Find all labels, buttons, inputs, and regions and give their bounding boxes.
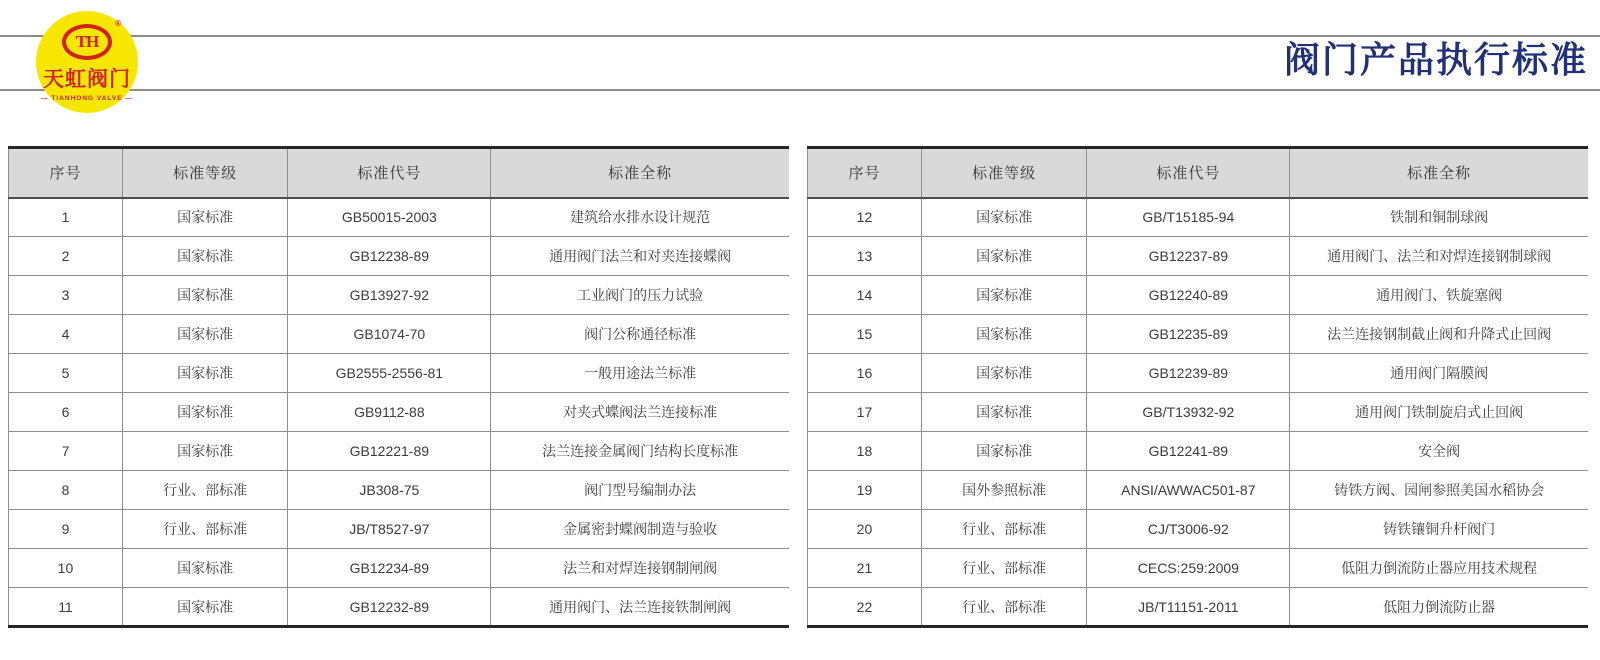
- table-cell: 10: [9, 549, 123, 588]
- table-cell: GB12238-89: [288, 237, 491, 276]
- table-cell: 通用阀门隔膜阀: [1290, 354, 1588, 393]
- table-cell: 4: [9, 315, 123, 354]
- brand-name-chinese: 天虹阀门: [43, 68, 131, 91]
- table-cell: 国家标准: [122, 549, 287, 588]
- column-header: 标准等级: [921, 148, 1086, 198]
- table-body: [808, 198, 1589, 627]
- table-cell: 17: [808, 393, 922, 432]
- table-cell: 法兰连接金属阀门结构长度标准: [491, 432, 789, 471]
- table-cell: 2: [9, 237, 123, 276]
- table-cell: 建筑给水排水设计规范: [491, 198, 789, 237]
- table-row: [808, 432, 1589, 471]
- table-cell: 国家标准: [122, 588, 287, 627]
- emblem-letters: TH: [75, 32, 99, 51]
- table-cell: 通用阀门、法兰和对焊连接钢制球阀: [1290, 237, 1588, 276]
- table-cell: 国家标准: [921, 276, 1086, 315]
- table-cell: 13: [808, 237, 922, 276]
- table-cell: 行业、部标准: [122, 471, 287, 510]
- standards-table-left: [8, 146, 789, 628]
- table-cell: 国家标准: [122, 315, 287, 354]
- table-cell: 行业、部标准: [921, 588, 1086, 627]
- standards-table-right: [807, 146, 1588, 628]
- table-cell: 国家标准: [122, 276, 287, 315]
- table-cell: GB2555-2556-81: [288, 354, 491, 393]
- table-cell: GB12235-89: [1087, 315, 1290, 354]
- standards-tables: [0, 146, 1600, 628]
- table-cell: 5: [9, 354, 123, 393]
- table-cell: 20: [808, 510, 922, 549]
- table-cell: 国家标准: [921, 198, 1086, 237]
- table-cell: GB1074-70: [288, 315, 491, 354]
- table-row: [9, 237, 790, 276]
- table-cell: 19: [808, 471, 922, 510]
- table-cell: 9: [9, 510, 123, 549]
- table-cell: 低阻力倒流防止器: [1290, 588, 1588, 627]
- table-row: [9, 471, 790, 510]
- table-row: [9, 588, 790, 627]
- table-row: [808, 510, 1589, 549]
- registered-trademark-icon: ®: [115, 19, 121, 28]
- table-cell: GB12234-89: [288, 549, 491, 588]
- column-header: 标准代号: [288, 148, 491, 198]
- table-cell: 16: [808, 354, 922, 393]
- table-cell: GB12237-89: [1087, 237, 1290, 276]
- table-cell: 法兰和对焊连接钢制闸阀: [491, 549, 789, 588]
- table-row: [808, 315, 1589, 354]
- company-logo: [36, 11, 138, 113]
- table-header-row: [9, 148, 790, 198]
- column-header: 标准全称: [1290, 148, 1588, 198]
- table-row: [9, 315, 790, 354]
- table-row: [9, 510, 790, 549]
- table-cell: 铸铁方阀、园闸参照美国水稻协会: [1290, 471, 1588, 510]
- table-row: [808, 393, 1589, 432]
- brand-name-english: — TIANHONG VALVE —: [41, 95, 133, 102]
- table-cell: 铸铁镶铜升杆阀门: [1290, 510, 1588, 549]
- page-header: [0, 0, 1600, 130]
- table-cell: 15: [808, 315, 922, 354]
- table-cell: 对夹式蝶阀法兰连接标准: [491, 393, 789, 432]
- table-cell: CECS:259:2009: [1087, 549, 1290, 588]
- table-cell: GB12240-89: [1087, 276, 1290, 315]
- table-cell: 国家标准: [122, 237, 287, 276]
- table-cell: GB/T13932-92: [1087, 393, 1290, 432]
- table-cell: 国家标准: [122, 432, 287, 471]
- table-cell: GB50015-2003: [288, 198, 491, 237]
- table-cell: 行业、部标准: [921, 510, 1086, 549]
- table-cell: 11: [9, 588, 123, 627]
- table-cell: 3: [9, 276, 123, 315]
- table-cell: CJ/T3006-92: [1087, 510, 1290, 549]
- table-cell: GB12241-89: [1087, 432, 1290, 471]
- table-row: [9, 354, 790, 393]
- table-cell: 国家标准: [122, 393, 287, 432]
- th-emblem-icon: [62, 24, 112, 60]
- table-cell: 行业、部标准: [122, 510, 287, 549]
- table-row: [808, 471, 1589, 510]
- table-cell: 国家标准: [921, 432, 1086, 471]
- table-cell: 国家标准: [122, 354, 287, 393]
- table-cell: 8: [9, 471, 123, 510]
- table-cell: GB9112-88: [288, 393, 491, 432]
- table-row: [808, 237, 1589, 276]
- table-header-row: [808, 148, 1589, 198]
- table-cell: JB308-75: [288, 471, 491, 510]
- table-cell: 工业阀门的压力试验: [491, 276, 789, 315]
- table-cell: 一般用途法兰标准: [491, 354, 789, 393]
- table-cell: GB/T15185-94: [1087, 198, 1290, 237]
- column-header: 标准全称: [491, 148, 789, 198]
- table-cell: 低阻力倒流防止器应用技术规程: [1290, 549, 1588, 588]
- table-cell: GB12232-89: [288, 588, 491, 627]
- table-row: [9, 198, 790, 237]
- table-row: [808, 276, 1589, 315]
- table-cell: 行业、部标准: [921, 549, 1086, 588]
- table-cell: 阀门公称通径标准: [491, 315, 789, 354]
- table-cell: 14: [808, 276, 922, 315]
- table-cell: JB/T11151-2011: [1087, 588, 1290, 627]
- table-cell: 国家标准: [921, 354, 1086, 393]
- table-cell: 国家标准: [921, 315, 1086, 354]
- table-cell: 通用阀门、法兰连接铁制闸阀: [491, 588, 789, 627]
- header-rule-bottom: [0, 89, 1600, 91]
- table-row: [808, 198, 1589, 237]
- table-cell: 通用阀门铁制旋启式止回阀: [1290, 393, 1588, 432]
- table-cell: 阀门型号编制办法: [491, 471, 789, 510]
- table-row: [9, 393, 790, 432]
- table-cell: JB/T8527-97: [288, 510, 491, 549]
- table-cell: 铁制和铜制球阀: [1290, 198, 1588, 237]
- table-body: [9, 198, 790, 627]
- table-cell: 22: [808, 588, 922, 627]
- table-cell: 国家标准: [921, 237, 1086, 276]
- table-cell: 安全阀: [1290, 432, 1588, 471]
- table-cell: GB12221-89: [288, 432, 491, 471]
- table-cell: 国家标准: [921, 393, 1086, 432]
- table-cell: 1: [9, 198, 123, 237]
- table-cell: 通用阀门、铁旋塞阀: [1290, 276, 1588, 315]
- table-cell: 6: [9, 393, 123, 432]
- table-row: [9, 549, 790, 588]
- column-header: 序号: [808, 148, 922, 198]
- table-cell: 7: [9, 432, 123, 471]
- table-cell: ANSI/AWWAC501-87: [1087, 471, 1290, 510]
- column-header: 标准等级: [122, 148, 287, 198]
- table-cell: 国家标准: [122, 198, 287, 237]
- table-row: [9, 276, 790, 315]
- table-row: [808, 549, 1589, 588]
- table-cell: 12: [808, 198, 922, 237]
- header-rule-top: [0, 35, 1600, 37]
- table-cell: GB13927-92: [288, 276, 491, 315]
- table-cell: 金属密封蝶阀制造与验收: [491, 510, 789, 549]
- table-row: [9, 432, 790, 471]
- table-cell: 21: [808, 549, 922, 588]
- table-cell: 法兰连接钢制截止阀和升降式止回阀: [1290, 315, 1588, 354]
- table-row: [808, 588, 1589, 627]
- logo-emblem: [62, 19, 121, 60]
- table-row: [808, 354, 1589, 393]
- table-cell: 通用阀门法兰和对夹连接蝶阀: [491, 237, 789, 276]
- table-cell: 18: [808, 432, 922, 471]
- column-header: 序号: [9, 148, 123, 198]
- column-header: 标准代号: [1087, 148, 1290, 198]
- table-cell: GB12239-89: [1087, 354, 1290, 393]
- page-title: 阀门产品执行标准: [1270, 38, 1588, 81]
- table-cell: 国外参照标准: [921, 471, 1086, 510]
